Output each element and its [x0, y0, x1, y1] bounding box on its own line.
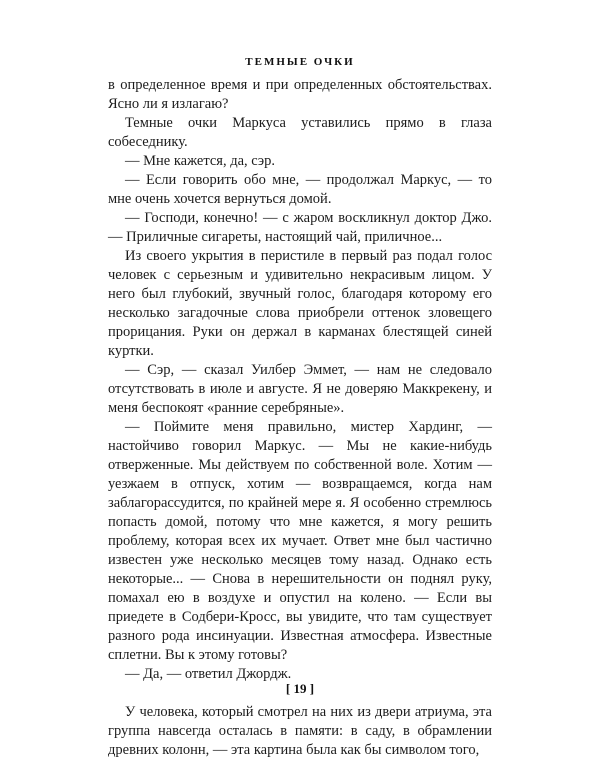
paragraph: Из своего укрытия в перистиле в первый раз подал голос человек с серьезным и удивительно некрасивым лицом. У него был глубокий, звучный голос, благодаря которому его несколько загадочные слова приобрели оттенок зловещего прорицания. Руки он держал в карманах блестящей синей куртки.: [108, 248, 492, 359]
running-header: ТЕМНЫЕ ОЧКИ: [245, 56, 355, 68]
page-number: [ 19 ]: [285, 681, 315, 696]
paragraph: Темные очки Маркуса уставились прямо в глаза собеседнику.: [108, 115, 492, 150]
paragraph: — Сэр, — сказал Уилбер Эммет, — нам не следовало отсутствовать в июле и августе. Я не доверяю Маккрекену, и меня беспокоят «ранние серебряные».: [108, 362, 492, 416]
paragraph: У человека, который смотрел на них из двери атриума, эта группа навсегда осталась в памяти: в саду, в обрамлении древних колонн, — эта картина была как бы символом того,: [108, 704, 492, 758]
body-text: [108, 76, 492, 760]
paragraph: — Мне кажется, да, сэр.: [125, 153, 276, 169]
paragraph: в определенное время и при определенных обстоятельствах. Ясно ли я излагаю?: [108, 77, 492, 112]
paragraph: — Господи, конечно! — с жаром воскликнул доктор Джо. — Приличные сигареты, настоящий чай, приличное...: [108, 210, 492, 245]
paragraph: — Да, — ответил Джордж.: [125, 666, 292, 682]
paragraph: — Поймите меня правильно, мистер Хардинг, — настойчиво говорил Маркус. — Мы не какие-нибудь отверженные. Мы действуем по собственной воле. Хотим — уезжаем в отпуск, хотим — возвращаемся, когда нам заблагорассудится, по крайней мере я. Я особенно стремлюсь попасть домой, потому что мне кажется, я могу решить проблему, которая всех их мучает. Ответ мне был частично известен уже несколько месяцев тому назад. Однако есть некоторые... — Снова в нерешительности он поднял руку, помахал ею в воздухе и опустил на колено. — Если вы приедете в Содбери-Кросс, вы увидите, что там существует разного рода инсинуации. Известная атмосфера. Известные сплетни. Вы к этому готовы?: [108, 419, 492, 663]
paragraph: — Если говорить обо мне, — продолжал Маркус, — то мне очень хочется вернуться домой.: [108, 172, 492, 207]
